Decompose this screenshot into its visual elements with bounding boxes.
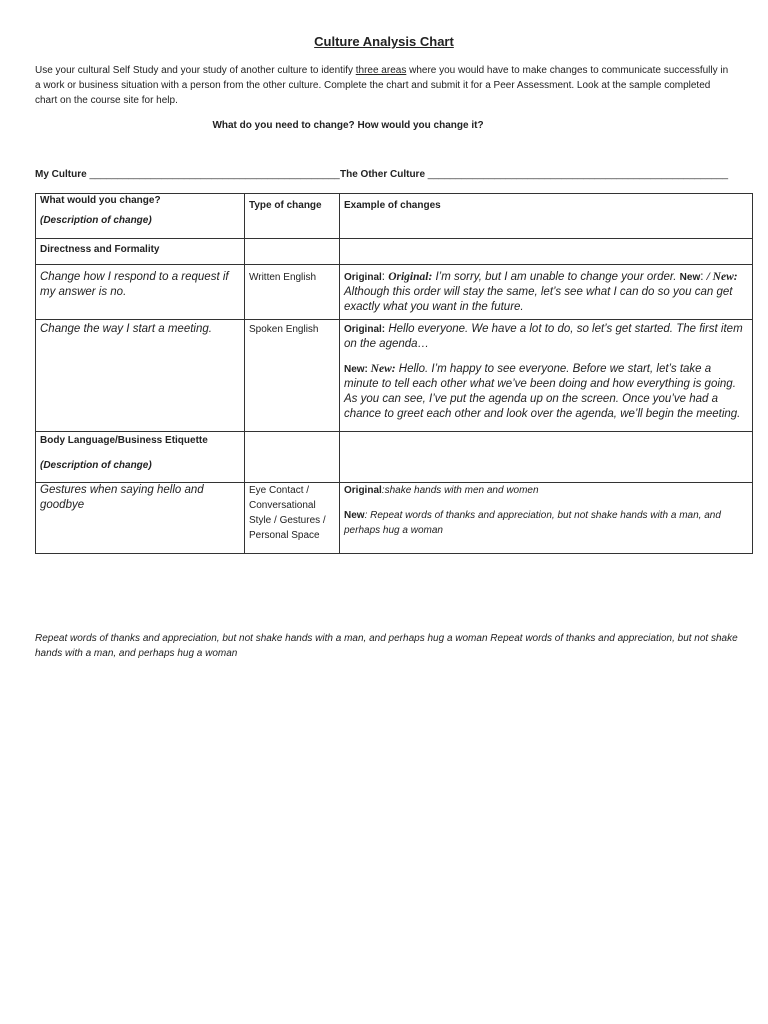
- row3-original-text: :shake hands with men and women: [381, 485, 539, 496]
- culture-analysis-table: [35, 193, 753, 554]
- empty-cell: [245, 239, 340, 265]
- section-body-language-text: Body Language/Business Etiquette: [40, 435, 208, 446]
- row1-new-text: Although this order will stay the same, let’s see what I can do so you can get exactly what you want in the future.: [344, 286, 733, 313]
- row2-new-text: Hello. I’m happy to see everyone. Before we start, let’s take a minute to tell each other what we’ve been doing and how everything is going. As you can see, I’ve put the agenda up on the screen. Once you’ve had a chance to greet each other and look over the agenda, we’ll begin the meeting.: [344, 363, 741, 420]
- row2-new-label: New:: [344, 364, 371, 375]
- empty-cell: [340, 432, 753, 483]
- row1-new-serif: / New:: [706, 271, 738, 283]
- row2-new-para: [344, 362, 748, 422]
- row1-type: Written English: [245, 265, 340, 320]
- table-row: [36, 483, 753, 554]
- row3-change: Gestures when saying hello and goodbye: [36, 483, 245, 554]
- row1-original-serif: Original:: [388, 271, 433, 283]
- intro-text-2: where you would have to make changes to communicate successfully in a work or business situation with a person from the other culture. Complete the chart and submit it for a Peer Assessment. Look at the sample completed chart on the course site for help.: [35, 65, 729, 106]
- row3-example: [340, 483, 753, 554]
- table-header-row: [36, 194, 753, 239]
- row1-example-text: [344, 270, 748, 315]
- other-culture-label: The Other Culture: [340, 169, 426, 180]
- row1-new-label: New: [679, 272, 701, 283]
- row2-original-label: Original:: [344, 324, 386, 335]
- row1-example: [340, 265, 753, 320]
- row3-new-para: [344, 508, 748, 538]
- other-culture-blank: ______________________________________________________: [427, 169, 729, 180]
- my-culture-field: [35, 169, 340, 180]
- row1-original-text: I’m sorry, but I am unable to change your order.: [432, 271, 680, 283]
- row2-type: Spoken English: [245, 320, 340, 432]
- empty-cell: [245, 432, 340, 483]
- row3-type: Eye Contact / Conversational Style / Gestures / Personal Space: [245, 483, 340, 554]
- page-title: [0, 34, 768, 49]
- row2-change: Change the way I start a meeting.: [36, 320, 245, 432]
- row3-original-para: [344, 484, 748, 498]
- row2-new-serif: New:: [370, 363, 396, 375]
- header-type-of-change: Type of change: [245, 194, 340, 239]
- row1-original-sep: :: [381, 271, 389, 283]
- title-text: Culture Analysis Chart: [314, 34, 454, 49]
- section-directness-formality: Directness and Formality: [36, 239, 245, 265]
- row1-original-label: Original: [344, 272, 382, 283]
- row2-example: [340, 320, 753, 432]
- row1-new-sep: :: [700, 271, 707, 283]
- intro-text-1: Use your cultural Self Study and your study of another culture to identify: [35, 65, 356, 76]
- my-culture-label: My Culture: [35, 169, 87, 180]
- row2-original-text: Hello everyone. We have a lot to do, so let’s get started. The first item on the agenda…: [344, 323, 743, 350]
- header-what-change: [36, 194, 245, 239]
- section-row-directness: [36, 239, 753, 265]
- intro-paragraph: [35, 63, 735, 108]
- section-body-language: [36, 432, 245, 483]
- row3-new-text: : Repeat words of thanks and appreciation, but not shake hands with a man, and perhaps hug a woman: [344, 510, 721, 536]
- row3-new-label: New: [344, 510, 365, 521]
- empty-cell: [340, 239, 753, 265]
- other-culture-field: [340, 169, 728, 180]
- row3-original-label: Original: [344, 485, 382, 496]
- row1-change: Change how I respond to a request if my answer is no.: [36, 265, 245, 320]
- question-heading: What do you need to change? How would you change it?: [212, 120, 484, 131]
- table-row: [36, 320, 753, 432]
- my-culture-blank: _____________________________________________: [89, 169, 340, 180]
- footer-note: Repeat words of thanks and appreciation, but not shake hands with a man, and perhaps hug a woman Repeat words of thanks and appreciation, but not shake hands with a man, and perhaps hug a woman: [35, 633, 738, 659]
- header-what-change-text: What would you change?: [40, 195, 161, 206]
- row2-original-para: [344, 322, 748, 352]
- header-example-of-changes: Example of changes: [340, 194, 753, 239]
- section-description-text: (Description of change): [40, 460, 152, 471]
- header-description-text: (Description of change): [40, 215, 152, 226]
- section-row-body-language: [36, 432, 753, 483]
- table-row: [36, 265, 753, 320]
- three-areas-underline: three areas: [355, 65, 407, 76]
